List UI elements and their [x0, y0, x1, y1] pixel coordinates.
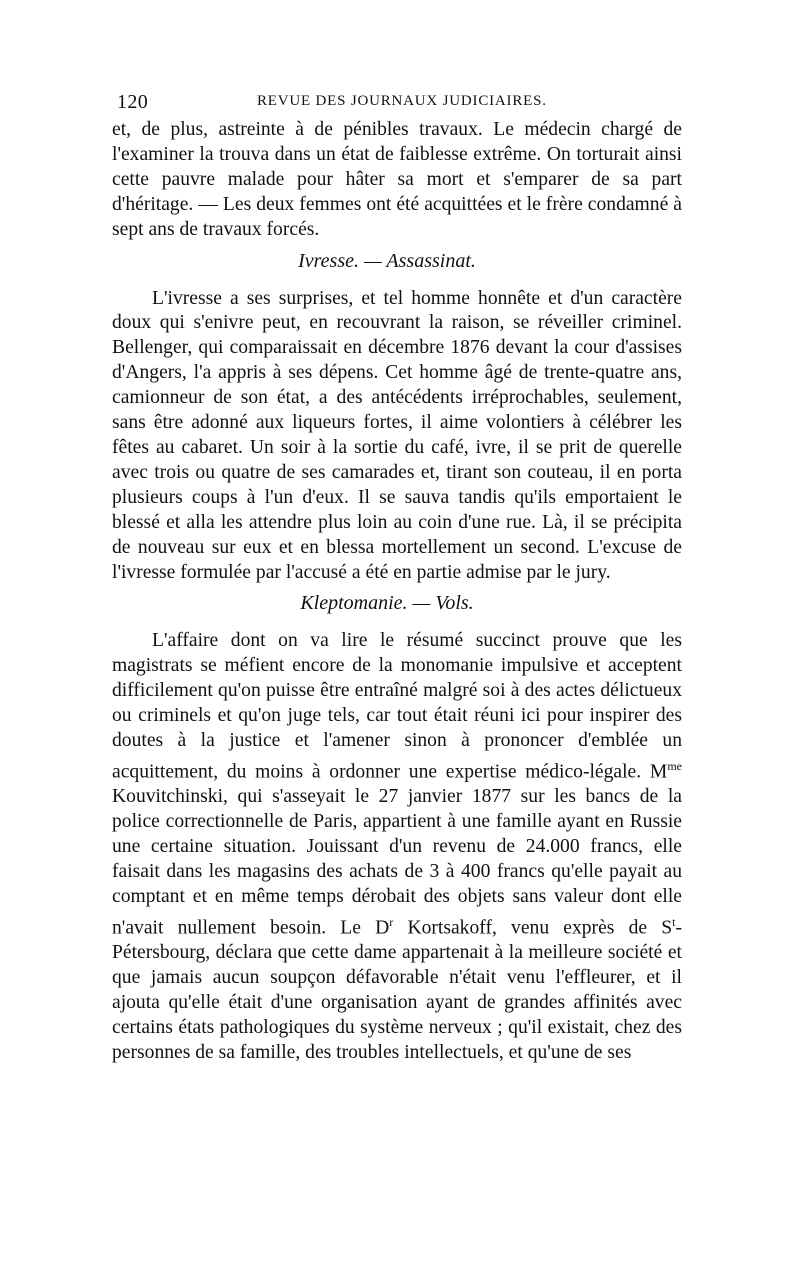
page-number: 120: [117, 91, 149, 113]
body-text: -Pétersbourg, déclara que cette dame appartenait à la meilleure société et que jamais aucun soupçon défavorable n'était venu l'effleurer, et il ajouta qu'elle était d'une organisation ayant de grandes affinités avec certains états pathologiques du système nerveux ; qu'il existait, chez des personnes de sa famille, des troubles intellectuels, et qu'une de ses: [112, 917, 682, 1063]
body-text: Kortsakoff, venu exprès de S: [393, 917, 673, 939]
section-heading-kleptomanie: [112, 591, 682, 616]
superscript-abbreviation: r: [389, 914, 394, 929]
body-text: L'affaire dont on va lire le résumé succinct prouve que les magistrats se méfient encore de la monomanie impulsive et acceptent difficilement qu'on puisse être entraîné malgré soi à des actes délictueux ou criminels et qu'on juge tels, car tout était réuni ici pour inspirer des doutes à la justice et l'amener sinon à prononcer d'emblée un acquittement, du moins à ordonner une expertise médico-légale. M: [112, 630, 682, 783]
body-text: Kouvitchinski, qui s'asseyait le 27 janvier 1877 sur les bancs de la police correctionnelle de Paris, appartient à une famille ayant en Russie une certaine situation. Jouissant d'un revenu de 24.000 francs, elle faisait dans les magasins des achats de 3 à 400 francs qu'elle payait au comptant et en même temps dérobait des objets sans valeur dont elle n'avait nullement besoin. Le D: [112, 786, 682, 939]
section-heading-ivresse: [112, 249, 682, 274]
journal-title: REVUE DES JOURNAUX JUDICIAIRES.: [257, 93, 547, 109]
section-title: Ivresse. — Assassinat.: [298, 249, 476, 272]
section-body-kleptomanie: [112, 629, 682, 1065]
superscript-abbreviation: me: [667, 758, 682, 773]
superscript-abbreviation: t: [672, 914, 676, 929]
document-page: [112, 88, 682, 1066]
running-head: [112, 88, 682, 118]
section-body-ivresse: L'ivresse a ses surprises, et tel homme honnête et d'un caractère doux qui s'enivre peut, en recouvrant la raison, se réveiller criminel. Bellenger, qui comparaissait en décembre 1876 devant la cour d'assises d'Angers, l'a appris à ses dépens. Cet homme âgé de trente-quatre ans, camionneur de son état, a des antécédents irréprochables, seulement, sans être adonné aux liqueurs fortes, il aime volontiers à célébrer les fêtes au cabaret. Un soir à la sortie du café, ivre, il se prit de querelle avec trois ou quatre de ses camarades et, tirant son couteau, il en porta plusieurs coups à l'un d'eux. Il se sauva tandis qu'ils emportaient le blessé et alla les attendre plus loin au coin d'une rue. Là, il se précipita de nouveau sur eux et en blessa mortellement un second. L'excuse de l'ivresse formulée par l'accusé a été en partie admise par le jury.: [112, 287, 682, 583]
section-title: Kleptomanie. — Vols.: [300, 592, 474, 615]
opening-paragraph: et, de plus, astreinte à de pénibles travaux. Le médecin chargé de l'examiner la trouva dans un état de faiblesse extrême. On torturait ainsi cette pauvre malade pour hâter sa mort et s'emparer de sa part d'héritage. — Les deux femmes ont été acquittées et le frère condamné à sept ans de travaux forcés.: [112, 119, 682, 240]
